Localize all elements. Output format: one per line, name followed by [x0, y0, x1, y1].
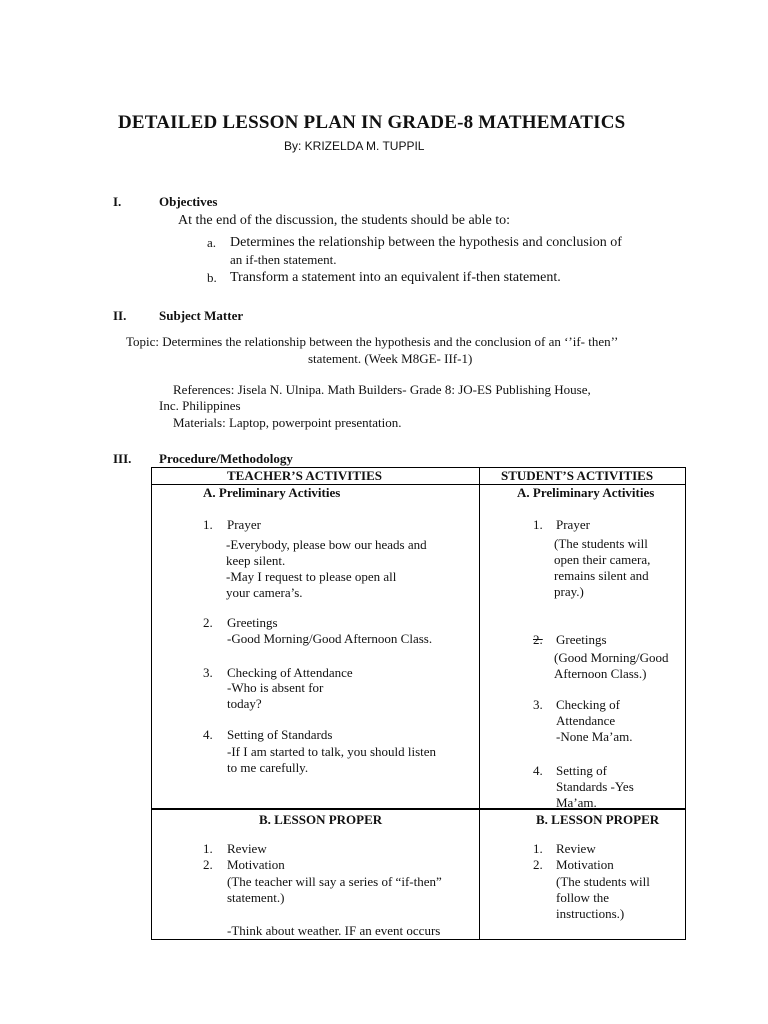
- teacher-attendance-text: -Who is absent for today?: [227, 680, 324, 711]
- objective-marker-a: a.: [207, 235, 217, 250]
- teacher-review: Review: [227, 841, 267, 856]
- section-numeral-procedure: III.: [113, 451, 132, 466]
- author-byline: By: KRIZELDA M. TUPPIL: [284, 139, 425, 153]
- student-prayer-number: 1.: [533, 517, 543, 532]
- student-lesson-proper-heading: B. LESSON PROPER: [536, 812, 660, 827]
- teacher-standards-text: -If I am started to talk, you should listen to me carefully.: [227, 744, 437, 775]
- student-greetings-number: 2.: [533, 632, 543, 647]
- student-prayer-text: (The students will open their camera, remains silent and pray.): [554, 536, 651, 599]
- section-heading-objectives: Objectives: [159, 194, 218, 209]
- teacher-weather-text: -Think about weather. IF an event occurs: [227, 923, 441, 938]
- student-prayer: Prayer: [556, 517, 590, 532]
- teacher-motivation-number: 2.: [203, 857, 213, 872]
- teacher-greetings-text: -Good Morning/Good Afternoon Class.: [227, 631, 433, 646]
- materials: Materials: Laptop, powerpoint presentation.: [173, 415, 402, 430]
- topic-line1: Topic: Determines the relationship between the hypothesis and the conclusion of an ‘’if- then’’: [126, 334, 619, 349]
- student-attendance: Checking of Attendance: [556, 697, 620, 728]
- teacher-prayer-number: 1.: [203, 517, 213, 532]
- objective-a-line1: Determines the relationship between the hypothesis and conclusion of: [230, 235, 622, 250]
- objective-b-line1: Transform a statement into an equivalent if-then statement.: [230, 270, 561, 285]
- teacher-standards: Setting of Standards: [227, 727, 333, 742]
- student-attendance-text: -None Ma’am.: [556, 729, 633, 744]
- references-line1: References: Jisela N. Ulnipa. Math Builders- Grade 8: JO-ES Publishing House,: [173, 382, 591, 397]
- teacher-greetings-number: 2.: [203, 615, 213, 630]
- student-standards-number: 4.: [533, 763, 543, 778]
- student-greetings: Greetings: [556, 632, 607, 647]
- teacher-attendance: Checking of Attendance: [227, 665, 353, 680]
- teacher-motivation-text: (The teacher will say a series of “if-then” statement.): [227, 874, 442, 905]
- student-review: Review: [556, 841, 596, 856]
- section-numeral-objectives: I.: [113, 194, 122, 209]
- objectives-intro: At the end of the discussion, the students should be able to:: [178, 213, 511, 228]
- student-motivation: Motivation: [556, 857, 614, 872]
- student-motivation-number: 2.: [533, 857, 543, 872]
- teacher-motivation: Motivation: [227, 857, 285, 872]
- teacher-prayer-text: -Everybody, please bow our heads and keep silent. -May I request to please open all your camera’s.: [226, 537, 427, 600]
- references-line2: Inc. Philippines: [159, 398, 241, 413]
- document-title: DETAILED LESSON PLAN IN GRADE-8 MATHEMATICS: [118, 112, 626, 133]
- student-greetings-text: (Good Morning/Good Afternoon Class.): [554, 650, 669, 681]
- column-header-student: STUDENT’S ACTIVITIES: [501, 468, 654, 483]
- objective-a-line2: an if-then statement.: [230, 252, 337, 267]
- topic-line2: statement. (Week M8GE- IIf-1): [308, 351, 473, 366]
- teacher-attendance-number: 3.: [203, 665, 213, 680]
- column-header-teacher: TEACHER’S ACTIVITIES: [227, 468, 382, 483]
- section-heading-procedure: Procedure/Methodology: [159, 451, 293, 466]
- objective-marker-b: b.: [207, 270, 217, 285]
- student-review-number: 1.: [533, 841, 543, 856]
- section-numeral-subject: II.: [113, 308, 127, 323]
- student-standards: Setting of Standards -Yes Ma’am.: [556, 763, 634, 810]
- teacher-standards-number: 4.: [203, 727, 213, 742]
- teacher-prayer: Prayer: [227, 517, 261, 532]
- student-attendance-number: 3.: [533, 697, 543, 712]
- teacher-greetings: Greetings: [227, 615, 278, 630]
- student-preliminary-heading: A. Preliminary Activities: [517, 485, 655, 500]
- teacher-review-number: 1.: [203, 841, 213, 856]
- section-heading-subject: Subject Matter: [159, 308, 244, 323]
- teacher-preliminary-heading: A. Preliminary Activities: [203, 485, 341, 500]
- student-motivation-text: (The students will follow the instructions.): [556, 874, 650, 921]
- teacher-lesson-proper-heading: B. LESSON PROPER: [259, 812, 383, 827]
